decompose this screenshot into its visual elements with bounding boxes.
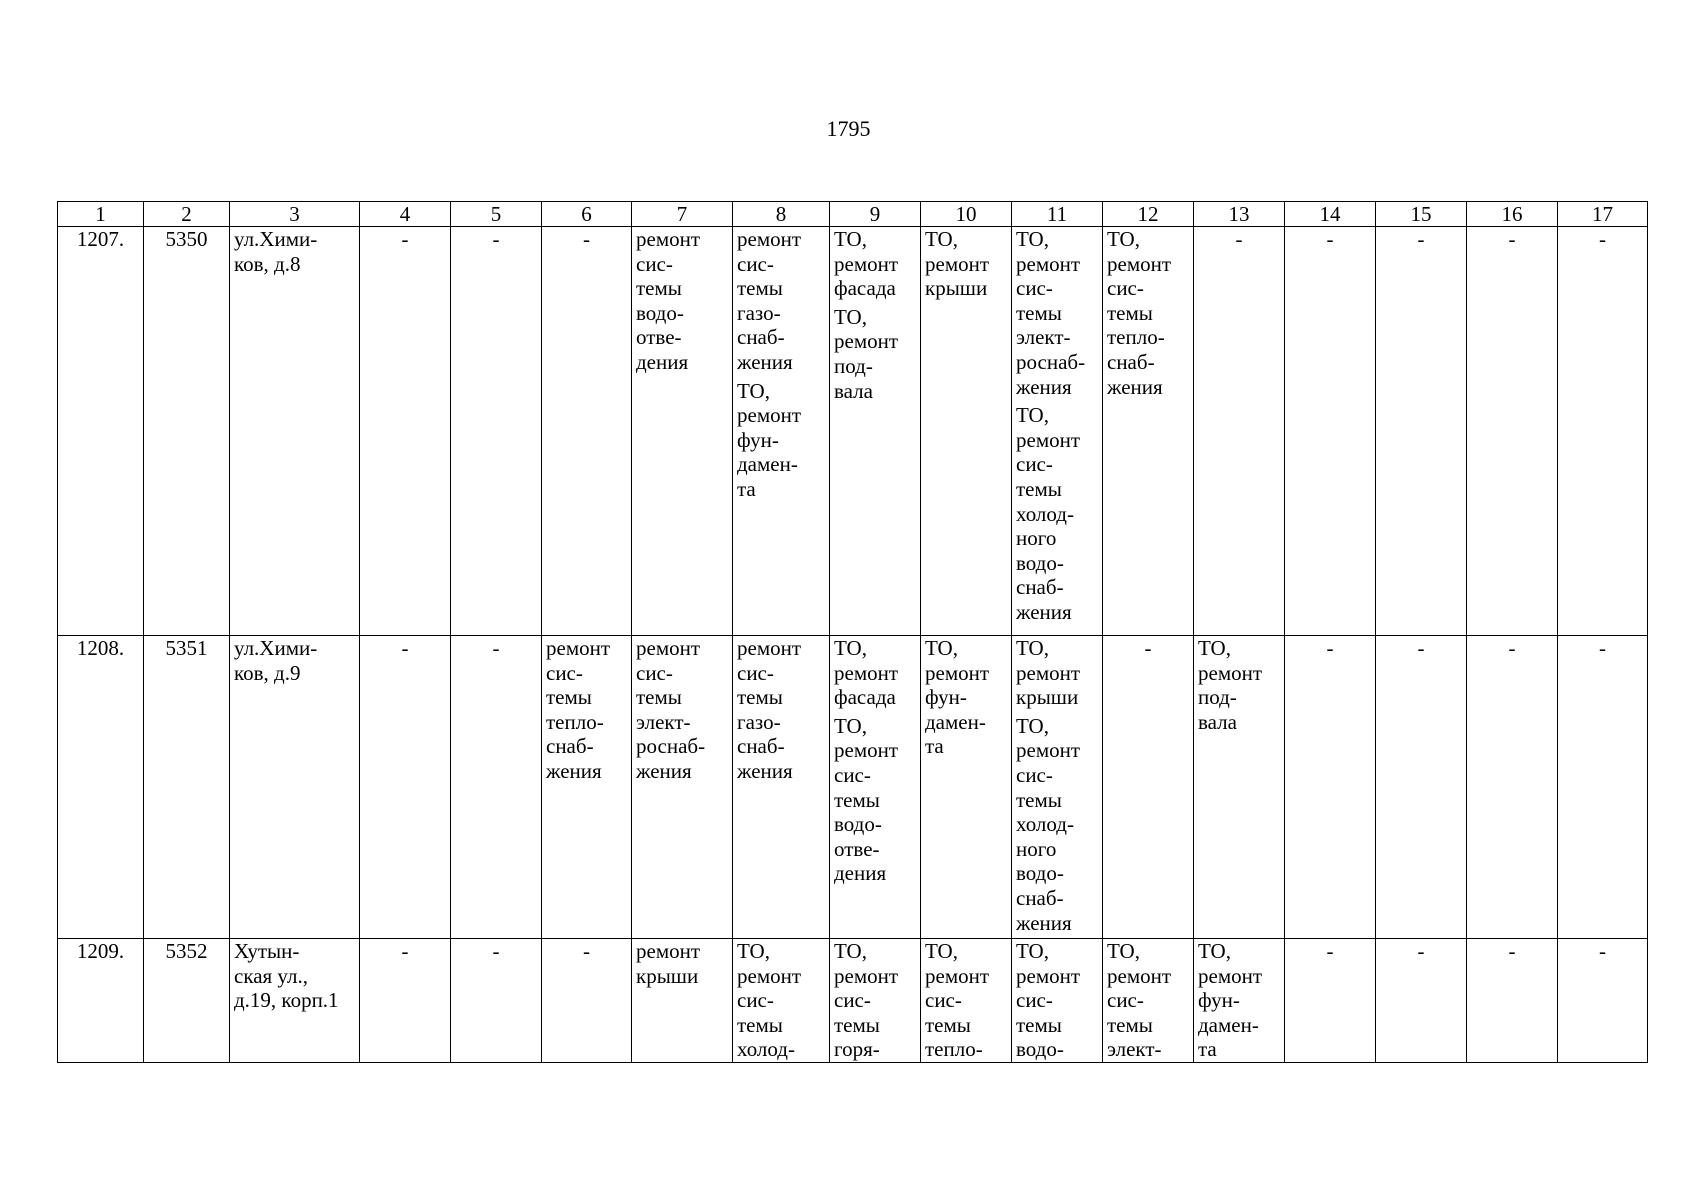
column-number: 5 — [451, 202, 542, 227]
cell-text-line: фасада — [834, 276, 896, 301]
cell-text-line: темы — [737, 276, 783, 301]
cell-text-line: роснаб- — [1016, 349, 1086, 374]
work-entry — [737, 379, 825, 502]
cell-text-line: водо- — [834, 812, 882, 837]
cell-text-line: жения — [1016, 374, 1072, 399]
work-cell-col-9 — [830, 227, 921, 636]
cell-text-line: та — [737, 476, 756, 501]
work-cell-col-13 — [1194, 636, 1285, 939]
column-number: 15 — [1376, 202, 1467, 227]
work-cell-col-16: - — [1467, 939, 1558, 1063]
cell-text-line: водо- — [1016, 1037, 1064, 1062]
work-cell-col-6 — [542, 636, 632, 939]
cell-text-line: ТО, — [1016, 227, 1049, 251]
object-code-cell: 5350 — [144, 227, 230, 636]
work-cell-col-10 — [921, 636, 1012, 939]
work-cell-col-9 — [830, 636, 921, 939]
cell-text-line: горя- — [834, 1037, 880, 1062]
cell-text-line: элект- — [1016, 325, 1071, 350]
cell-text-line: дения — [834, 861, 887, 886]
cell-text-line: фасада — [834, 685, 896, 710]
cell-text-line: сис- — [737, 660, 774, 685]
column-number: 9 — [830, 202, 921, 227]
work-cell-col-15: - — [1376, 939, 1467, 1063]
address-cell — [230, 227, 360, 636]
cell-text-line: сис- — [546, 660, 583, 685]
work-entry — [925, 939, 1007, 1062]
cell-text-line: ного — [1016, 836, 1057, 861]
work-cell-col-12: - — [1103, 636, 1194, 939]
cell-text-line: ремонт — [1016, 738, 1081, 763]
work-cell-col-5: - — [451, 227, 542, 636]
cell-text-line: снаб- — [546, 734, 594, 759]
cell-text-line: ремонт — [925, 251, 990, 276]
cell-text-line: темы — [636, 276, 682, 301]
cell-text-line: ТО, — [737, 378, 770, 403]
work-cell-col-5: - — [451, 636, 542, 939]
cell-text-line: жения — [1016, 910, 1072, 935]
cell-text-line: ТО, — [834, 304, 867, 329]
cell-text-line: роснаб- — [636, 734, 706, 759]
work-cell-col-12 — [1103, 227, 1194, 636]
work-entry — [1107, 939, 1189, 1062]
cell-text-line: сис- — [1016, 276, 1053, 301]
cell-text-line: газо- — [737, 300, 781, 325]
cell-text-line: ТО, — [925, 939, 958, 963]
table-row — [58, 636, 1648, 939]
row-number-cell: 1208. — [58, 636, 144, 939]
work-entry — [737, 939, 825, 1062]
cell-text-line: та — [925, 734, 944, 759]
cell-text-line: темы — [737, 685, 783, 710]
cell-text-line: ТО, — [925, 636, 958, 660]
column-number-row — [58, 202, 1648, 227]
work-entry — [546, 636, 627, 784]
work-entry — [737, 227, 825, 375]
cell-text-line: ков, д.9 — [234, 660, 301, 685]
cell-text-line: ного — [1016, 526, 1057, 551]
row-number-cell: 1207. — [58, 227, 144, 636]
cell-text-line: водо- — [636, 300, 684, 325]
cell-text-line: жения — [546, 758, 602, 783]
column-number: 8 — [733, 202, 830, 227]
cell-text-line: элект- — [636, 709, 691, 734]
page-number: 1795 — [826, 116, 871, 141]
work-cell-col-11 — [1012, 636, 1103, 939]
work-entry — [834, 714, 916, 886]
row-number-cell: 1209. — [58, 939, 144, 1063]
cell-text-line: темы — [546, 685, 592, 710]
cell-text-line: ТО, — [834, 636, 867, 660]
work-cell-col-8 — [733, 636, 830, 939]
column-number: 17 — [1558, 202, 1648, 227]
cell-text-line: элект- — [1107, 1037, 1162, 1062]
cell-text-line: ремонт — [834, 738, 899, 763]
cell-text-line: ремонт — [1016, 251, 1081, 276]
cell-text-line: сис- — [737, 251, 774, 276]
cell-text-line: ремонт — [636, 227, 701, 251]
cell-text-line: фун- — [1198, 988, 1240, 1013]
cell-text-line: вала — [1198, 709, 1237, 734]
work-cell-col-15: - — [1376, 636, 1467, 939]
work-cell-col-10 — [921, 227, 1012, 636]
cell-text-line: отве- — [834, 836, 880, 861]
cell-text-line: сис- — [1107, 988, 1144, 1013]
cell-text-line: ремонт — [1198, 660, 1263, 685]
work-cell-col-13 — [1194, 939, 1285, 1063]
cell-text-line: фун- — [737, 427, 779, 452]
table-row — [58, 227, 1648, 636]
cell-text-line: сис- — [834, 988, 871, 1013]
work-cell-col-17: - — [1558, 939, 1648, 1063]
work-cell-col-8 — [733, 227, 830, 636]
cell-text-line: та — [1198, 1037, 1217, 1062]
column-number: 1 — [58, 202, 144, 227]
work-entry — [737, 636, 825, 784]
work-entry — [834, 227, 916, 301]
cell-text-line: ремонт — [834, 963, 899, 988]
work-entry — [636, 636, 728, 784]
work-cell-col-16: - — [1467, 636, 1558, 939]
cell-text-line: жения — [737, 758, 793, 783]
cell-text-line: темы — [636, 685, 682, 710]
cell-text-line: жения — [1016, 599, 1072, 624]
work-entry — [1198, 636, 1280, 734]
cell-text-line: темы — [1107, 1012, 1153, 1037]
work-cell-col-9 — [830, 939, 921, 1063]
cell-text-line: темы — [1107, 300, 1153, 325]
cell-text-line: холод- — [737, 1037, 795, 1062]
work-entry — [1107, 227, 1189, 399]
column-number: 4 — [360, 202, 451, 227]
work-cell-col-12 — [1103, 939, 1194, 1063]
cell-text-line: дамен- — [1198, 1012, 1259, 1037]
cell-text-line: ремонт — [636, 636, 701, 660]
cell-text-line: темы — [1016, 1012, 1062, 1037]
work-entry — [834, 939, 916, 1062]
column-number: 3 — [230, 202, 360, 227]
work-entry — [1016, 403, 1098, 624]
cell-text-line: ремонт — [737, 227, 802, 251]
work-cell-col-7 — [632, 939, 733, 1063]
cell-text-line: ремонт — [1016, 963, 1081, 988]
work-cell-col-7 — [632, 636, 733, 939]
work-cell-col-14: - — [1285, 227, 1376, 636]
cell-text-line: ремонт — [834, 329, 899, 354]
work-cell-col-15: - — [1376, 227, 1467, 636]
cell-text-line: ТО, — [834, 227, 867, 251]
work-cell-col-5: - — [451, 939, 542, 1063]
cell-text-line: ремонт — [1016, 427, 1081, 452]
cell-text-line: жения — [1107, 374, 1163, 399]
work-cell-col-14: - — [1285, 939, 1376, 1063]
address-cell — [230, 636, 360, 939]
address-cell — [230, 939, 360, 1063]
cell-text-line: ремонт — [1198, 963, 1263, 988]
table-row — [58, 939, 1648, 1063]
cell-text-line: сис- — [1016, 988, 1053, 1013]
cell-text-line: ТО, — [737, 939, 770, 963]
cell-text-line: ремонт — [925, 660, 990, 685]
cell-text-line: холод- — [1016, 812, 1074, 837]
work-cell-col-17: - — [1558, 227, 1648, 636]
cell-text-line: вала — [834, 378, 873, 403]
cell-text-line: ремонт — [834, 251, 899, 276]
column-number: 7 — [632, 202, 733, 227]
cell-text-line: ремонт — [546, 636, 611, 660]
cell-text-line: ул.Хими- — [234, 227, 318, 251]
cell-text-line: дамен- — [925, 709, 986, 734]
cell-text-line: жения — [737, 349, 793, 374]
cell-text-line: ТО, — [1107, 227, 1140, 251]
cell-text-line: ков, д.8 — [234, 251, 301, 276]
work-cell-col-11 — [1012, 939, 1103, 1063]
cell-text-line: ТО, — [1016, 713, 1049, 738]
cell-text-line: ТО, — [1016, 636, 1049, 660]
cell-text-line: ТО, — [1198, 636, 1231, 660]
work-cell-col-10 — [921, 939, 1012, 1063]
cell-text-line: ремонт — [737, 963, 802, 988]
cell-text-line: сис- — [1016, 762, 1053, 787]
cell-text-line: ТО, — [1016, 403, 1049, 428]
repair-schedule-table — [57, 201, 1648, 1063]
cell-text-line: снаб- — [1016, 575, 1064, 600]
cell-text-line: крыши — [636, 963, 699, 988]
cell-text-line: темы — [1016, 300, 1062, 325]
cell-text-line: газо- — [737, 709, 781, 734]
cell-text-line: сис- — [925, 988, 962, 1013]
work-cell-col-4: - — [360, 939, 451, 1063]
cell-text-line: ремонт — [1016, 660, 1081, 685]
work-entry — [925, 636, 1007, 759]
cell-text-line: Хутын- — [234, 939, 300, 963]
cell-text-line: крыши — [1016, 685, 1079, 710]
cell-text-line: крыши — [925, 276, 988, 301]
work-entry — [834, 636, 916, 710]
column-number: 13 — [1194, 202, 1285, 227]
column-number: 10 — [921, 202, 1012, 227]
work-entry — [1016, 227, 1098, 399]
cell-text-line: ремонт — [925, 963, 990, 988]
cell-text-line: д.19, корп.1 — [234, 988, 339, 1013]
work-entry — [1016, 939, 1098, 1062]
work-cell-col-6: - — [542, 939, 632, 1063]
work-entry — [1198, 939, 1280, 1062]
column-number: 2 — [144, 202, 230, 227]
cell-text-line: сис- — [1016, 452, 1053, 477]
cell-text-line: ТО, — [1016, 939, 1049, 963]
cell-text-line: жения — [636, 758, 692, 783]
cell-text-line: водо- — [1016, 550, 1064, 575]
cell-text-line: темы — [834, 1012, 880, 1037]
cell-text-line: дения — [636, 349, 689, 374]
cell-text-line: темы — [1016, 787, 1062, 812]
work-cell-col-16: - — [1467, 227, 1558, 636]
cell-text-line: ТО, — [925, 227, 958, 251]
column-number: 12 — [1103, 202, 1194, 227]
cell-text-line: ТО, — [834, 939, 867, 963]
work-entry — [1016, 636, 1098, 710]
work-entry — [636, 227, 728, 375]
cell-text-line: фун- — [925, 685, 967, 710]
work-entry — [925, 227, 1007, 301]
object-code-cell: 5352 — [144, 939, 230, 1063]
work-cell-col-4: - — [360, 227, 451, 636]
work-cell-col-6: - — [542, 227, 632, 636]
cell-text-line: ремонт — [737, 403, 802, 428]
cell-text-line: ремонт — [1107, 963, 1172, 988]
cell-text-line: ул.Хими- — [234, 636, 318, 660]
cell-text-line: сис- — [636, 251, 673, 276]
table-body — [58, 227, 1648, 1063]
column-number: 11 — [1012, 202, 1103, 227]
cell-text-line: снаб- — [1016, 885, 1064, 910]
work-cell-col-11 — [1012, 227, 1103, 636]
work-cell-col-7 — [632, 227, 733, 636]
cell-text-line: ремонт — [834, 660, 899, 685]
cell-text-line: снаб- — [1107, 349, 1155, 374]
cell-text-line: сис- — [834, 762, 871, 787]
work-entry — [636, 939, 728, 988]
object-code-cell: 5351 — [144, 636, 230, 939]
cell-text-line: тепло- — [546, 709, 604, 734]
cell-text-line: темы — [834, 787, 880, 812]
cell-text-line: темы — [1016, 476, 1062, 501]
work-cell-col-8 — [733, 939, 830, 1063]
cell-text-line: под- — [1198, 685, 1237, 710]
work-entry — [834, 305, 916, 403]
column-number: 14 — [1285, 202, 1376, 227]
work-entry — [1016, 714, 1098, 935]
work-cell-col-17: - — [1558, 636, 1648, 939]
work-cell-col-4: - — [360, 636, 451, 939]
cell-text-line: под- — [834, 353, 873, 378]
cell-text-line: тепло- — [925, 1037, 983, 1062]
cell-text-line: отве- — [636, 325, 682, 350]
work-cell-col-14: - — [1285, 636, 1376, 939]
cell-text-line: ремонт — [636, 939, 701, 963]
cell-text-line: ТО, — [1107, 939, 1140, 963]
cell-text-line: темы — [737, 1012, 783, 1037]
cell-text-line: снаб- — [737, 325, 785, 350]
column-number: 16 — [1467, 202, 1558, 227]
column-number: 6 — [542, 202, 632, 227]
cell-text-line: ТО, — [834, 713, 867, 738]
cell-text-line: сис- — [636, 660, 673, 685]
cell-text-line: ремонт — [1107, 251, 1172, 276]
cell-text-line: ТО, — [1198, 939, 1231, 963]
cell-text-line: холод- — [1016, 501, 1074, 526]
cell-text-line: ская ул., — [234, 963, 308, 988]
cell-text-line: сис- — [1107, 276, 1144, 301]
cell-text-line: водо- — [1016, 861, 1064, 886]
cell-text-line: дамен- — [737, 452, 798, 477]
cell-text-line: темы — [925, 1012, 971, 1037]
work-cell-col-13: - — [1194, 227, 1285, 636]
cell-text-line: ремонт — [737, 636, 802, 660]
cell-text-line: сис- — [737, 988, 774, 1013]
cell-text-line: снаб- — [737, 734, 785, 759]
cell-text-line: тепло- — [1107, 325, 1165, 350]
